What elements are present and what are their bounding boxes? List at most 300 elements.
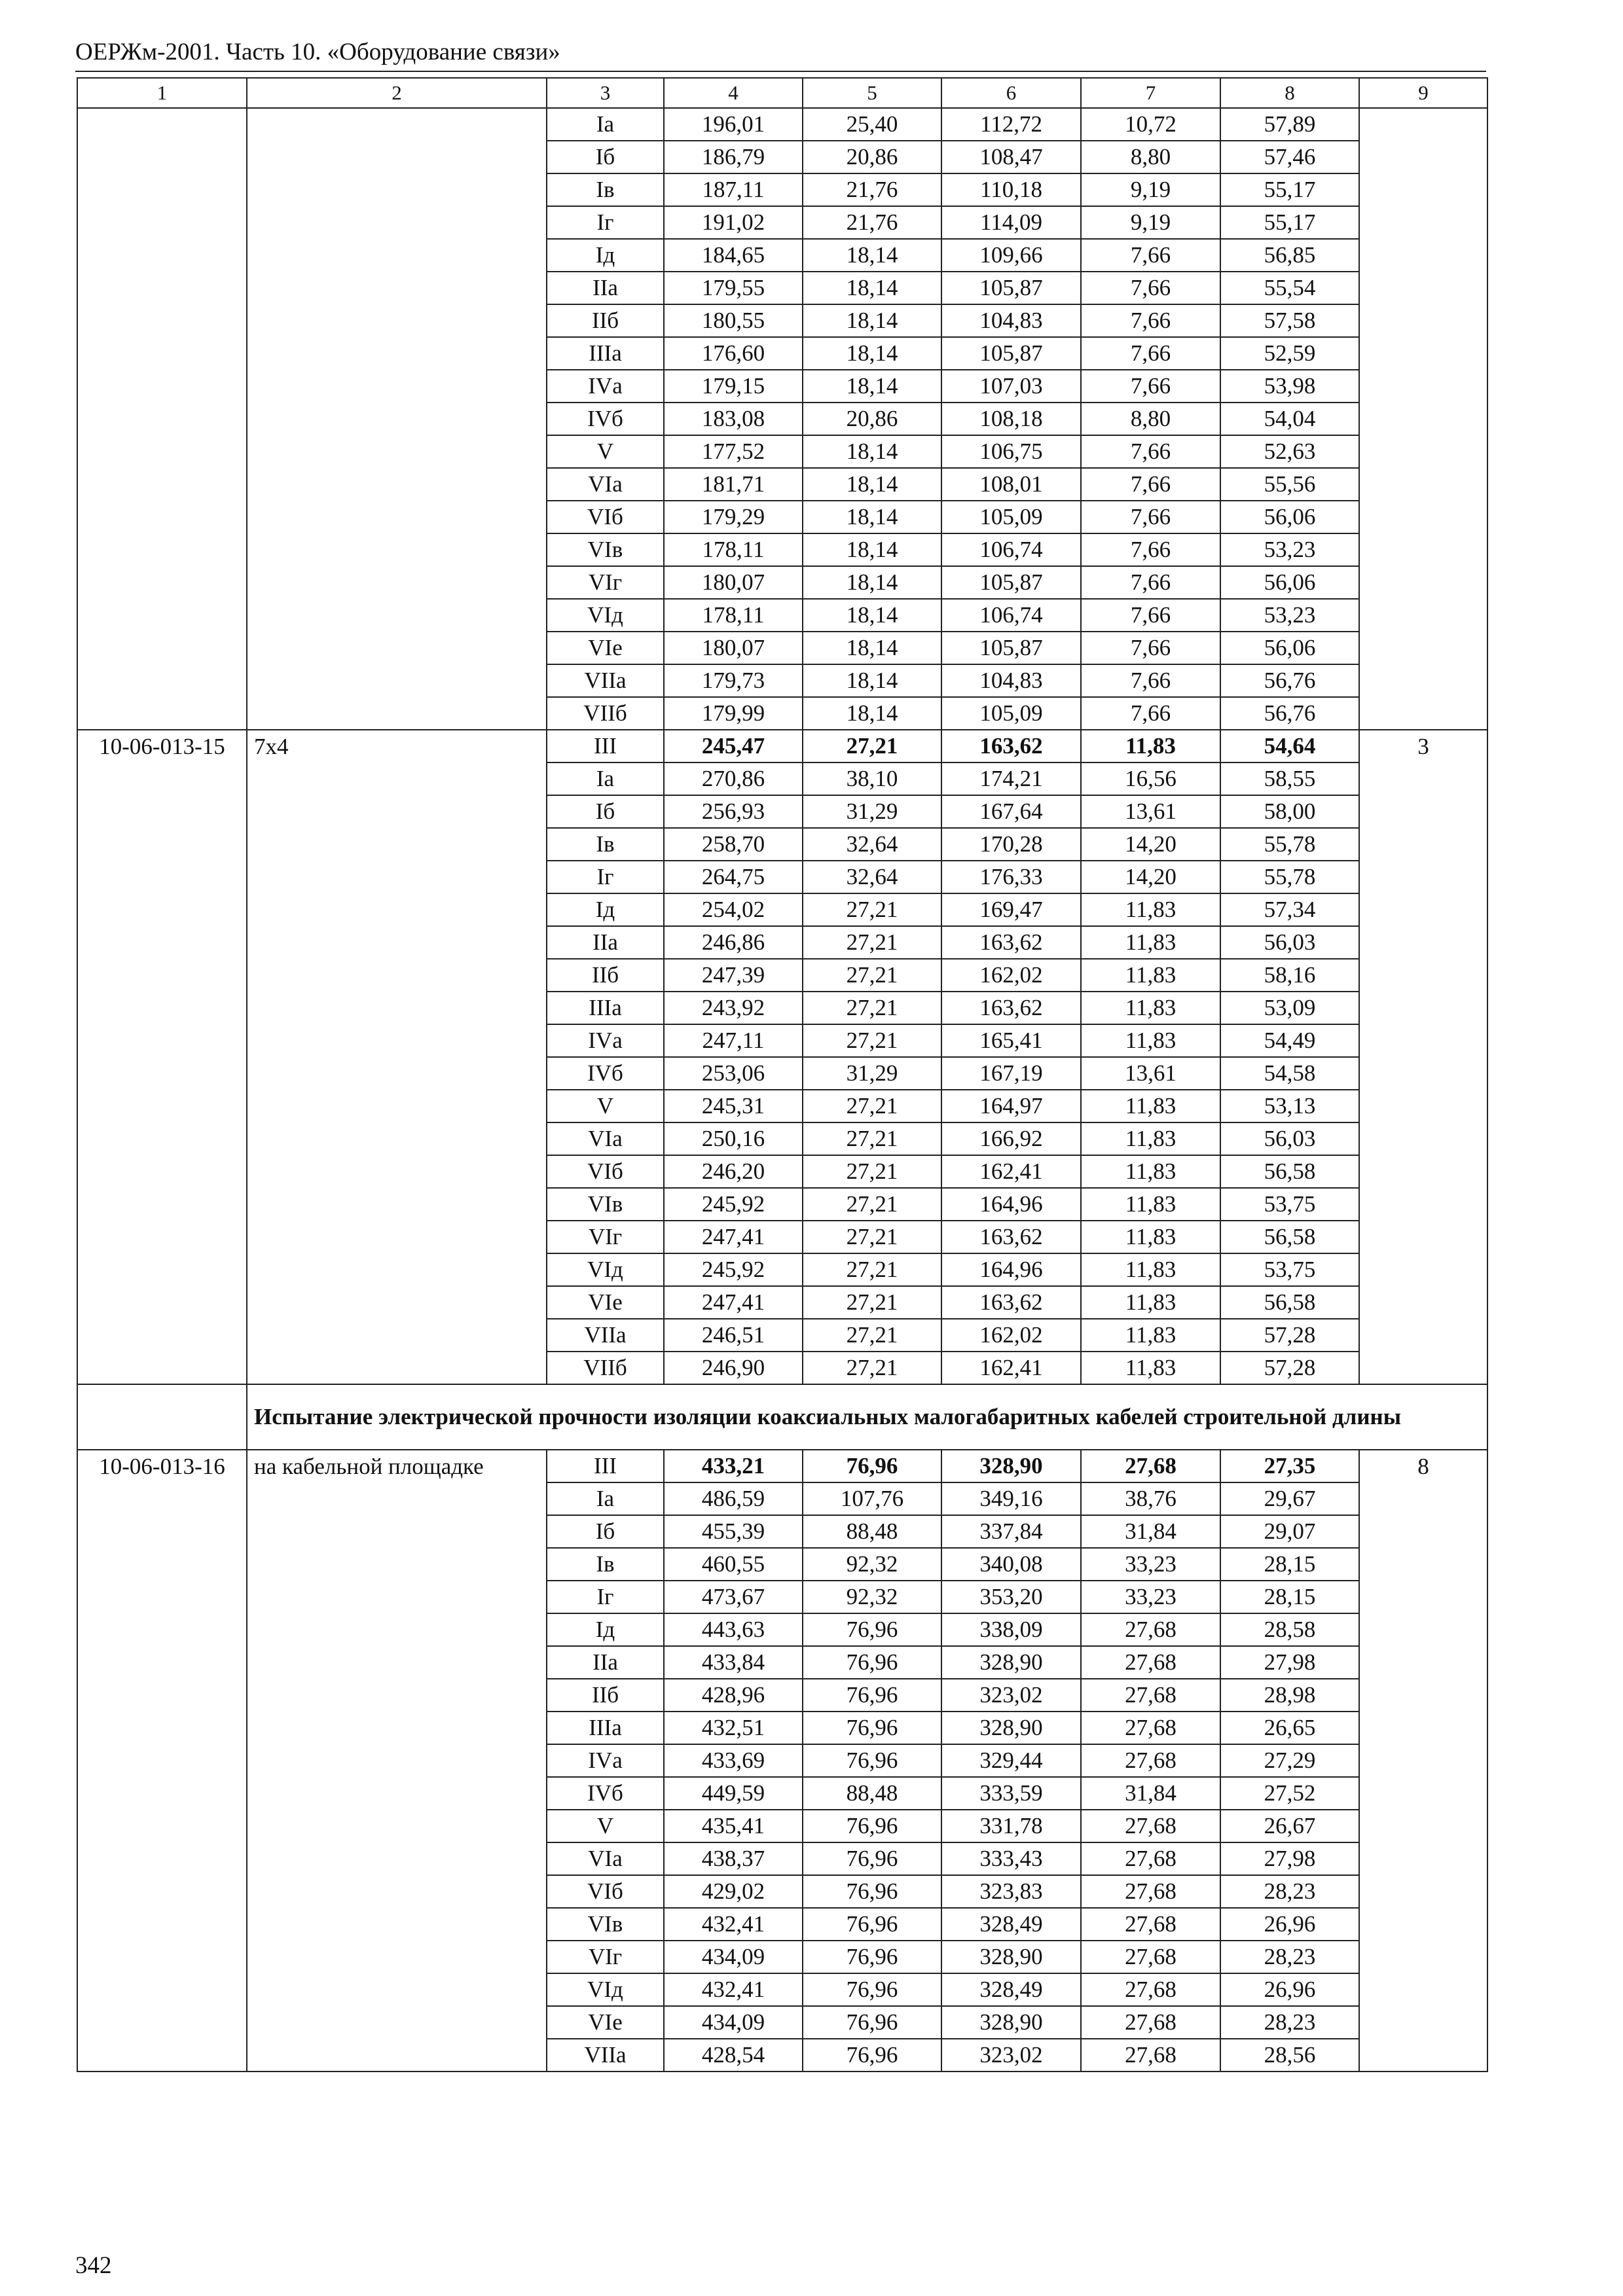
- value-cell: 177,52: [664, 435, 803, 468]
- value-cell: 9,19: [1081, 173, 1220, 206]
- value-cell: 323,02: [941, 1679, 1081, 1712]
- value-cell: 54,58: [1220, 1057, 1359, 1090]
- value-cell: 114,09: [941, 206, 1081, 239]
- zone-cell: VIв: [547, 1188, 664, 1221]
- value-cell: 18,14: [803, 435, 941, 468]
- column-number-row: [77, 78, 1487, 108]
- value-cell: 27,68: [1081, 2039, 1220, 2072]
- value-cell: 164,96: [941, 1188, 1081, 1221]
- value-cell: 473,67: [664, 1581, 803, 1613]
- value-cell: 76,96: [803, 1973, 941, 2006]
- value-cell: 27,52: [1220, 1777, 1359, 1810]
- value-cell: 435,41: [664, 1810, 803, 1842]
- value-cell: 27,68: [1081, 1646, 1220, 1679]
- zone-cell: IIIа: [547, 1712, 664, 1744]
- value-cell: 8,80: [1081, 141, 1220, 173]
- value-cell: 28,23: [1220, 2006, 1359, 2039]
- value-cell: 186,79: [664, 141, 803, 173]
- zone-cell: VIе: [547, 2006, 664, 2039]
- column-number: 2: [247, 78, 547, 108]
- section-title: Испытание электрической прочности изоляции коаксиальных малогабаритных кабелей строительной длины: [247, 1384, 1487, 1450]
- page-number: 342: [75, 2252, 112, 2279]
- value-cell: 58,00: [1220, 795, 1359, 828]
- zone-cell: Iд: [547, 893, 664, 926]
- zone-cell: IVа: [547, 370, 664, 403]
- value-cell: 56,03: [1220, 1122, 1359, 1155]
- value-cell: 329,44: [941, 1744, 1081, 1777]
- value-cell: 27,21: [803, 959, 941, 992]
- value-cell: 21,76: [803, 173, 941, 206]
- zone-cell: VIа: [547, 1842, 664, 1875]
- zone-cell: Iг: [547, 861, 664, 893]
- value-cell: 28,15: [1220, 1581, 1359, 1613]
- value-cell: 56,85: [1220, 239, 1359, 272]
- zone-cell: IIб: [547, 959, 664, 992]
- section-row: [77, 1384, 1487, 1450]
- value-cell: 184,65: [664, 239, 803, 272]
- value-cell: 28,23: [1220, 1941, 1359, 1973]
- value-cell: 164,96: [941, 1253, 1081, 1286]
- value-cell: 181,71: [664, 468, 803, 501]
- table-row: [77, 108, 1487, 141]
- zone-cell: VIв: [547, 1908, 664, 1941]
- zone-cell: III: [547, 1450, 664, 1482]
- value-cell: 88,48: [803, 1515, 941, 1548]
- value-cell: 258,70: [664, 828, 803, 861]
- zone-cell: VIIб: [547, 697, 664, 730]
- value-cell: 328,90: [941, 1712, 1081, 1744]
- value-cell: 11,83: [1081, 1155, 1220, 1188]
- value-cell: 27,68: [1081, 1842, 1220, 1875]
- zone-cell: Iг: [547, 1581, 664, 1613]
- value-cell: 108,18: [941, 403, 1081, 435]
- value-cell: 28,23: [1220, 1875, 1359, 1908]
- value-cell: 169,47: [941, 893, 1081, 926]
- value-cell: 38,76: [1081, 1482, 1220, 1515]
- value-cell: 429,02: [664, 1875, 803, 1908]
- zone-cell: Iа: [547, 1482, 664, 1515]
- zone-cell: VIа: [547, 1122, 664, 1155]
- value-cell: 55,78: [1220, 828, 1359, 861]
- value-cell: 27,68: [1081, 1810, 1220, 1842]
- value-cell: 18,14: [803, 632, 941, 664]
- zone-cell: Iг: [547, 206, 664, 239]
- value-cell: 13,61: [1081, 1057, 1220, 1090]
- value-cell: 26,65: [1220, 1712, 1359, 1744]
- value-cell: 179,55: [664, 272, 803, 304]
- value-cell: 7,66: [1081, 533, 1220, 566]
- value-cell: 76,96: [803, 1679, 941, 1712]
- value-cell: 56,58: [1220, 1155, 1359, 1188]
- value-cell: 106,75: [941, 435, 1081, 468]
- value-cell: 27,29: [1220, 1744, 1359, 1777]
- value-cell: 7,66: [1081, 370, 1220, 403]
- column-number: 6: [941, 78, 1081, 108]
- zone-cell: IIа: [547, 272, 664, 304]
- value-cell: 105,87: [941, 566, 1081, 599]
- zone-cell: VIг: [547, 1941, 664, 1973]
- value-cell: 33,23: [1081, 1548, 1220, 1581]
- zone-cell: Iв: [547, 173, 664, 206]
- zone-cell: Iб: [547, 141, 664, 173]
- value-cell: 27,68: [1081, 1941, 1220, 1973]
- value-cell: 20,86: [803, 141, 941, 173]
- value-cell: 178,11: [664, 533, 803, 566]
- value-cell: 333,59: [941, 1777, 1081, 1810]
- value-cell: 432,41: [664, 1973, 803, 2006]
- value-cell: 14,20: [1081, 828, 1220, 861]
- value-cell: 163,62: [941, 1221, 1081, 1253]
- value-cell: 18,14: [803, 468, 941, 501]
- zone-cell: IIб: [547, 304, 664, 337]
- value-cell: 18,14: [803, 239, 941, 272]
- value-cell: 247,39: [664, 959, 803, 992]
- value-cell: 107,76: [803, 1482, 941, 1515]
- value-cell: 92,32: [803, 1548, 941, 1581]
- value-cell: 14,20: [1081, 861, 1220, 893]
- value-cell: 11,83: [1081, 1188, 1220, 1221]
- value-cell: 57,28: [1220, 1352, 1359, 1384]
- value-cell: 7,66: [1081, 435, 1220, 468]
- value-cell: 27,21: [803, 992, 941, 1024]
- value-cell: 11,83: [1081, 1286, 1220, 1319]
- value-cell: 270,86: [664, 762, 803, 795]
- value-cell: 27,21: [803, 1155, 941, 1188]
- value-cell: 31,84: [1081, 1515, 1220, 1548]
- zone-cell: VIг: [547, 1221, 664, 1253]
- zone-cell: Iб: [547, 1515, 664, 1548]
- zone-cell: Iв: [547, 828, 664, 861]
- value-cell: 27,21: [803, 1024, 941, 1057]
- value-cell: 108,01: [941, 468, 1081, 501]
- zone-cell: Iб: [547, 795, 664, 828]
- value-cell: 108,47: [941, 141, 1081, 173]
- value-cell: 56,03: [1220, 926, 1359, 959]
- value-cell: 179,99: [664, 697, 803, 730]
- value-cell: 18,14: [803, 664, 941, 697]
- value-cell: 167,19: [941, 1057, 1081, 1090]
- value-cell: 11,83: [1081, 1221, 1220, 1253]
- zone-cell: VIIа: [547, 2039, 664, 2072]
- value-cell: 438,37: [664, 1842, 803, 1875]
- value-cell: 105,87: [941, 632, 1081, 664]
- value-cell: 7,66: [1081, 337, 1220, 370]
- zone-cell: Iа: [547, 762, 664, 795]
- value-cell: 331,78: [941, 1810, 1081, 1842]
- table-row: [77, 730, 1487, 762]
- value-cell: 20,86: [803, 403, 941, 435]
- value-cell: 27,21: [803, 1319, 941, 1352]
- value-cell: 38,10: [803, 762, 941, 795]
- value-cell: 76,96: [803, 1646, 941, 1679]
- value-cell: 432,51: [664, 1712, 803, 1744]
- value-cell: 27,21: [803, 1253, 941, 1286]
- zone-cell: Iд: [547, 1613, 664, 1646]
- value-cell: 163,62: [941, 1286, 1081, 1319]
- value-cell: 18,14: [803, 697, 941, 730]
- value-cell: 328,49: [941, 1908, 1081, 1941]
- value-cell: 105,87: [941, 272, 1081, 304]
- value-cell: 27,68: [1081, 1450, 1220, 1482]
- table-body: [77, 78, 1487, 2072]
- zone-cell: IIIа: [547, 992, 664, 1024]
- value-cell: 53,75: [1220, 1253, 1359, 1286]
- value-cell: 7,66: [1081, 632, 1220, 664]
- value-cell: 25,40: [803, 108, 941, 141]
- zone-cell: IVб: [547, 1777, 664, 1810]
- value-cell: 183,08: [664, 403, 803, 435]
- value-cell: 56,76: [1220, 664, 1359, 697]
- rate-code: [77, 108, 247, 730]
- zone-cell: Iв: [547, 1548, 664, 1581]
- value-cell: 29,67: [1220, 1482, 1359, 1515]
- value-cell: 56,76: [1220, 697, 1359, 730]
- value-cell: 162,02: [941, 959, 1081, 992]
- zone-cell: VIа: [547, 468, 664, 501]
- value-cell: 76,96: [803, 1810, 941, 1842]
- column-number: 3: [547, 78, 664, 108]
- zone-cell: IIб: [547, 1679, 664, 1712]
- value-cell: 27,35: [1220, 1450, 1359, 1482]
- value-cell: 174,21: [941, 762, 1081, 795]
- value-cell: 27,21: [803, 1090, 941, 1122]
- zone-cell: VIIа: [547, 664, 664, 697]
- value-cell: 179,73: [664, 664, 803, 697]
- zone-cell: Iа: [547, 108, 664, 141]
- column-9-value: 3: [1359, 730, 1487, 1384]
- value-cell: 11,83: [1081, 893, 1220, 926]
- value-cell: 170,28: [941, 828, 1081, 861]
- value-cell: 105,87: [941, 337, 1081, 370]
- value-cell: 106,74: [941, 533, 1081, 566]
- value-cell: 247,41: [664, 1286, 803, 1319]
- value-cell: 11,83: [1081, 1122, 1220, 1155]
- price-table: [77, 77, 1488, 2072]
- value-cell: 11,83: [1081, 730, 1220, 762]
- value-cell: 27,68: [1081, 1712, 1220, 1744]
- value-cell: 337,84: [941, 1515, 1081, 1548]
- value-cell: 104,83: [941, 664, 1081, 697]
- value-cell: 433,84: [664, 1646, 803, 1679]
- value-cell: 27,68: [1081, 1679, 1220, 1712]
- value-cell: 58,16: [1220, 959, 1359, 992]
- column-9-value: 8: [1359, 1450, 1487, 2072]
- value-cell: 57,89: [1220, 108, 1359, 141]
- value-cell: 162,02: [941, 1319, 1081, 1352]
- value-cell: 340,08: [941, 1548, 1081, 1581]
- column-number: 5: [803, 78, 941, 108]
- value-cell: 433,69: [664, 1744, 803, 1777]
- value-cell: 56,58: [1220, 1221, 1359, 1253]
- value-cell: 11,83: [1081, 1253, 1220, 1286]
- value-cell: 18,14: [803, 337, 941, 370]
- value-cell: 53,23: [1220, 533, 1359, 566]
- zone-cell: VIб: [547, 1875, 664, 1908]
- value-cell: 110,18: [941, 173, 1081, 206]
- value-cell: 187,11: [664, 173, 803, 206]
- value-cell: 53,13: [1220, 1090, 1359, 1122]
- value-cell: 53,23: [1220, 599, 1359, 632]
- value-cell: 57,34: [1220, 893, 1359, 926]
- value-cell: 353,20: [941, 1581, 1081, 1613]
- value-cell: 432,41: [664, 1908, 803, 1941]
- value-cell: 245,31: [664, 1090, 803, 1122]
- zone-cell: III: [547, 730, 664, 762]
- zone-cell: VIб: [547, 1155, 664, 1188]
- value-cell: 11,83: [1081, 992, 1220, 1024]
- value-cell: 246,51: [664, 1319, 803, 1352]
- value-cell: 27,21: [803, 1352, 941, 1384]
- zone-cell: IVа: [547, 1024, 664, 1057]
- value-cell: 27,98: [1220, 1842, 1359, 1875]
- value-cell: 180,07: [664, 632, 803, 664]
- value-cell: 28,98: [1220, 1679, 1359, 1712]
- value-cell: 433,21: [664, 1450, 803, 1482]
- value-cell: 53,98: [1220, 370, 1359, 403]
- value-cell: 180,07: [664, 566, 803, 599]
- value-cell: 163,62: [941, 992, 1081, 1024]
- zone-cell: V: [547, 1090, 664, 1122]
- value-cell: 486,59: [664, 1482, 803, 1515]
- zone-cell: VIд: [547, 1253, 664, 1286]
- value-cell: 8,80: [1081, 403, 1220, 435]
- value-cell: 163,62: [941, 926, 1081, 959]
- value-cell: 250,16: [664, 1122, 803, 1155]
- value-cell: 328,49: [941, 1973, 1081, 2006]
- value-cell: 55,78: [1220, 861, 1359, 893]
- value-cell: 428,54: [664, 2039, 803, 2072]
- value-cell: 434,09: [664, 2006, 803, 2039]
- value-cell: 57,46: [1220, 141, 1359, 173]
- value-cell: 176,60: [664, 337, 803, 370]
- value-cell: 166,92: [941, 1122, 1081, 1155]
- work-name: на кабельной площадке: [247, 1450, 547, 2072]
- value-cell: 26,67: [1220, 1810, 1359, 1842]
- value-cell: 105,09: [941, 697, 1081, 730]
- value-cell: 28,15: [1220, 1548, 1359, 1581]
- zone-cell: VIе: [547, 1286, 664, 1319]
- value-cell: 179,29: [664, 501, 803, 533]
- value-cell: 55,56: [1220, 468, 1359, 501]
- value-cell: 196,01: [664, 108, 803, 141]
- value-cell: 32,64: [803, 861, 941, 893]
- value-cell: 167,64: [941, 795, 1081, 828]
- value-cell: 27,21: [803, 1122, 941, 1155]
- value-cell: 76,96: [803, 1613, 941, 1646]
- value-cell: 9,19: [1081, 206, 1220, 239]
- value-cell: 55,17: [1220, 173, 1359, 206]
- value-cell: 104,83: [941, 304, 1081, 337]
- value-cell: 162,41: [941, 1155, 1081, 1188]
- value-cell: 27,21: [803, 1221, 941, 1253]
- value-cell: 11,83: [1081, 1319, 1220, 1352]
- value-cell: 31,29: [803, 795, 941, 828]
- value-cell: 76,96: [803, 1450, 941, 1482]
- value-cell: 163,62: [941, 730, 1081, 762]
- value-cell: 27,68: [1081, 2006, 1220, 2039]
- value-cell: 7,66: [1081, 468, 1220, 501]
- zone-cell: IVб: [547, 403, 664, 435]
- value-cell: 58,55: [1220, 762, 1359, 795]
- value-cell: 11,83: [1081, 1090, 1220, 1122]
- zone-cell: VIд: [547, 1973, 664, 2006]
- value-cell: 323,83: [941, 1875, 1081, 1908]
- value-cell: 328,90: [941, 1646, 1081, 1679]
- value-cell: 27,68: [1081, 1744, 1220, 1777]
- value-cell: 178,11: [664, 599, 803, 632]
- value-cell: 18,14: [803, 599, 941, 632]
- value-cell: 53,09: [1220, 992, 1359, 1024]
- column-number: 7: [1081, 78, 1220, 108]
- value-cell: 26,96: [1220, 1973, 1359, 2006]
- zone-cell: VIIа: [547, 1319, 664, 1352]
- value-cell: 92,32: [803, 1581, 941, 1613]
- value-cell: 323,02: [941, 2039, 1081, 2072]
- value-cell: 349,16: [941, 1482, 1081, 1515]
- zone-cell: IIIа: [547, 337, 664, 370]
- value-cell: 112,72: [941, 108, 1081, 141]
- value-cell: 109,66: [941, 239, 1081, 272]
- value-cell: 256,93: [664, 795, 803, 828]
- value-cell: 7,66: [1081, 304, 1220, 337]
- value-cell: 52,63: [1220, 435, 1359, 468]
- column-number: 9: [1359, 78, 1487, 108]
- value-cell: 13,61: [1081, 795, 1220, 828]
- value-cell: 18,14: [803, 370, 941, 403]
- value-cell: 7,66: [1081, 566, 1220, 599]
- value-cell: 55,54: [1220, 272, 1359, 304]
- zone-cell: VIб: [547, 501, 664, 533]
- value-cell: 7,66: [1081, 697, 1220, 730]
- value-cell: 180,55: [664, 304, 803, 337]
- value-cell: 27,21: [803, 730, 941, 762]
- value-cell: 76,96: [803, 2039, 941, 2072]
- value-cell: 56,06: [1220, 632, 1359, 664]
- value-cell: 247,11: [664, 1024, 803, 1057]
- value-cell: 253,06: [664, 1057, 803, 1090]
- work-name: [247, 108, 547, 730]
- zone-cell: Iд: [547, 239, 664, 272]
- value-cell: 31,29: [803, 1057, 941, 1090]
- value-cell: 338,09: [941, 1613, 1081, 1646]
- value-cell: 27,68: [1081, 1908, 1220, 1941]
- value-cell: 165,41: [941, 1024, 1081, 1057]
- value-cell: 7,66: [1081, 272, 1220, 304]
- value-cell: 164,97: [941, 1090, 1081, 1122]
- value-cell: 27,21: [803, 1188, 941, 1221]
- value-cell: 27,21: [803, 926, 941, 959]
- value-cell: 434,09: [664, 1941, 803, 1973]
- value-cell: 245,92: [664, 1253, 803, 1286]
- value-cell: 7,66: [1081, 599, 1220, 632]
- value-cell: 27,21: [803, 893, 941, 926]
- value-cell: 243,92: [664, 992, 803, 1024]
- value-cell: 76,96: [803, 1744, 941, 1777]
- zone-cell: VIд: [547, 599, 664, 632]
- value-cell: 245,92: [664, 1188, 803, 1221]
- value-cell: 16,56: [1081, 762, 1220, 795]
- value-cell: 29,07: [1220, 1515, 1359, 1548]
- value-cell: 76,96: [803, 1941, 941, 1973]
- column-number: 4: [664, 78, 803, 108]
- value-cell: 11,83: [1081, 1024, 1220, 1057]
- value-cell: 449,59: [664, 1777, 803, 1810]
- value-cell: 33,23: [1081, 1581, 1220, 1613]
- value-cell: 18,14: [803, 533, 941, 566]
- value-cell: 443,63: [664, 1613, 803, 1646]
- value-cell: 328,90: [941, 1941, 1081, 1973]
- value-cell: 162,41: [941, 1352, 1081, 1384]
